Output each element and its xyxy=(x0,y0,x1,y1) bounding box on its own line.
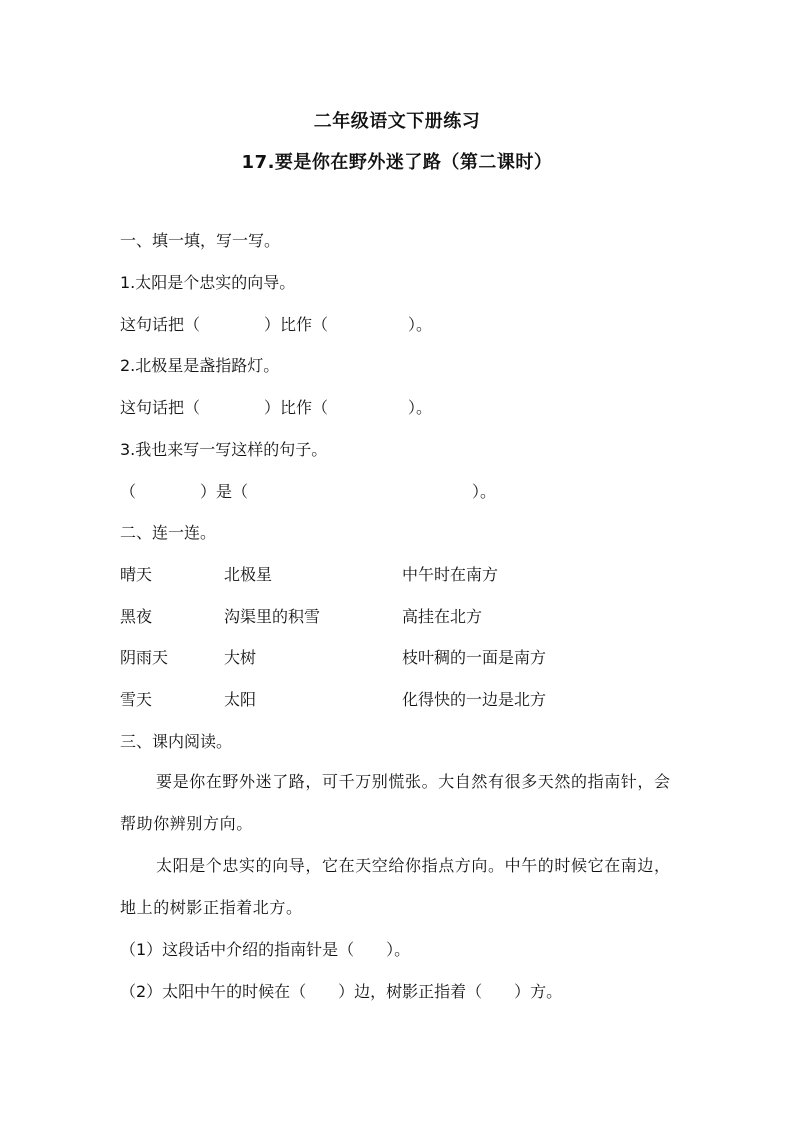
matching-weather: 阴雨天 xyxy=(120,648,169,667)
matching-weather: 晴天 xyxy=(120,565,153,584)
matching-clue: 高挂在北方 xyxy=(402,607,483,626)
reading-paragraph-2: 太阳是个忠实的向导，它在天空给你指点方向。中午的时候它在南边，地上的树影正指着北方。 xyxy=(120,856,671,917)
matching-guide: 北极星 xyxy=(224,565,273,584)
matching-clue: 枝叶稠的一面是南方 xyxy=(402,648,547,667)
section2-heading: 二、连一连。 xyxy=(120,523,217,542)
matching-guide: 沟渠里的积雪 xyxy=(224,607,321,626)
section3-heading: 三、课内阅读。 xyxy=(120,732,233,751)
page-title: 二年级语文下册练习 xyxy=(313,111,481,132)
lesson-subtitle: 17.要是你在野外迷了路（第二课时） xyxy=(241,152,553,173)
question1-text: 1.太阳是个忠实的向导。 xyxy=(120,273,296,292)
question3-text: 3.我也来写一写这样的句子。 xyxy=(120,440,328,459)
matching-weather: 雪天 xyxy=(120,690,153,709)
reading-question-2: （2）太阳中午的时候在（ ）边，树影正指着（ ）方。 xyxy=(120,982,563,1001)
matching-clue: 中午时在南方 xyxy=(402,565,499,584)
matching-clue: 化得快的一边是北方 xyxy=(402,690,547,709)
question2-text: 2.北极星是盏指路灯。 xyxy=(120,356,280,375)
matching-row xyxy=(120,565,680,585)
question1-fill-prompt: 这句话把（ ）比作（ ）。 xyxy=(120,315,433,334)
matching-row xyxy=(120,607,680,627)
matching-row xyxy=(120,648,680,668)
section1-heading: 一、填一填，写一写。 xyxy=(120,231,281,250)
question3-fill-prompt: （ ）是（ ）。 xyxy=(120,482,497,501)
reading-question-1: （1）这段话中介绍的指南针是（ ）。 xyxy=(120,940,411,959)
matching-guide: 太阳 xyxy=(224,690,257,709)
matching-weather: 黑夜 xyxy=(120,607,153,626)
reading-paragraph-1: 要是你在野外迷了路，可千万别慌张。大自然有很多天然的指南针，会帮助你辨别方向。 xyxy=(120,772,671,833)
matching-row xyxy=(120,690,680,710)
matching-guide: 大树 xyxy=(224,648,257,667)
question2-fill-prompt: 这句话把（ ）比作（ ）。 xyxy=(120,398,433,417)
